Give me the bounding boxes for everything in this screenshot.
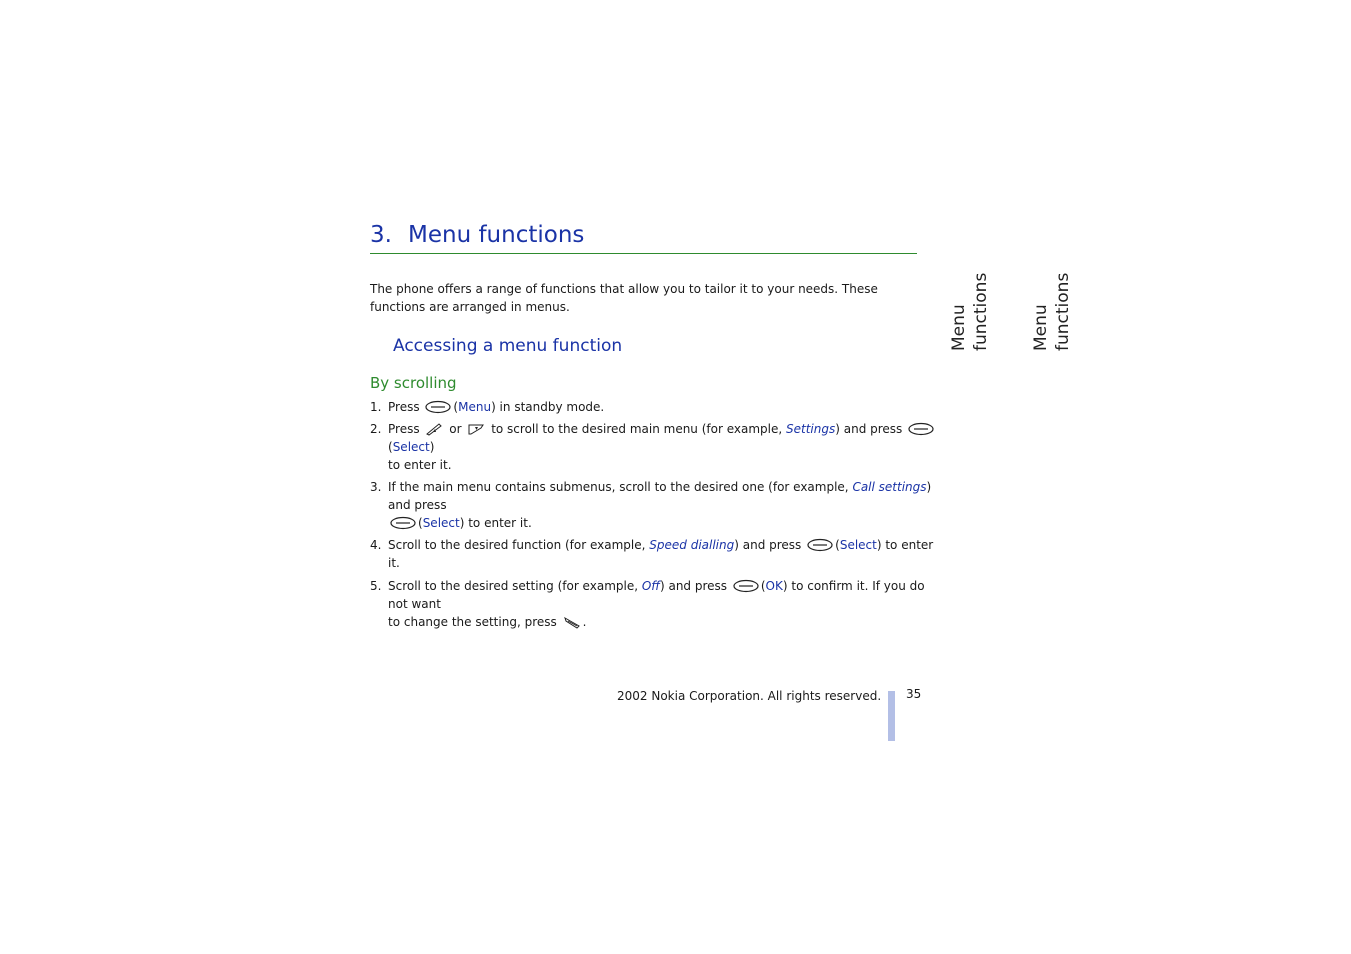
scroll-down-key-icon — [467, 422, 485, 436]
keyword: Select — [422, 516, 460, 530]
copyright-footer: 2002 Nokia Corporation. All rights reserved. — [617, 689, 882, 703]
selection-key-icon — [807, 538, 833, 552]
side-tab-label: Menu functions — [1031, 272, 1073, 351]
menu-item-name: Settings — [786, 422, 836, 436]
step-number: 2. — [370, 422, 382, 436]
step-number: 1. — [370, 400, 382, 414]
side-tab-label: Menu functions — [949, 272, 991, 351]
step-1: 1. Press (Menu) in standby mode. — [370, 400, 605, 414]
step-2: 2. Press or to scroll to the desired main menu (for example, Settings) and press (Select) to enter it. — [370, 420, 940, 474]
selection-key-icon — [733, 579, 759, 593]
step-number: 4. — [370, 538, 382, 552]
menu-item-name: Call settings — [852, 480, 927, 494]
step-5: 5. Scroll to the desired setting (for example, Off) and press (OK) to confirm it. If you do not want to change the setting, press . — [370, 579, 925, 629]
chapter-number: 3. — [370, 222, 392, 248]
keyword: Menu — [458, 400, 492, 414]
section-title: Accessing a menu function — [393, 336, 623, 356]
end-key-icon — [563, 615, 581, 629]
menu-item-name: Speed dialling — [649, 538, 735, 552]
chapter-title-text: Menu functions — [408, 222, 585, 248]
step-text: Press — [388, 400, 420, 414]
keyword: Select — [392, 440, 430, 454]
selection-key-icon — [425, 400, 451, 414]
selection-key-icon — [908, 422, 934, 436]
step-4: 4. Scroll to the desired function (for example, Speed dialling) and press (Select) to enter it. — [370, 538, 934, 570]
scroll-up-key-icon — [425, 422, 443, 436]
step-3: 3. If the main menu contains submenus, scroll to the desired one (for example, Call settings) and press (Select) to enter it. — [370, 480, 932, 530]
keyword: Select — [839, 538, 877, 552]
step-number: 3. — [370, 480, 382, 494]
menu-item-name: Off — [641, 579, 660, 593]
page-number: 35 — [906, 687, 922, 701]
step-number: 5. — [370, 579, 382, 593]
subsection-title: By scrolling — [370, 374, 457, 392]
intro-paragraph: The phone offers a range of functions that allow you to tailor it to your needs. These functions are arranged in menus. — [370, 282, 878, 314]
chapter-title — [370, 219, 917, 254]
footer-accent-bar — [888, 691, 895, 741]
selection-key-icon — [390, 516, 416, 530]
steps-list — [370, 398, 940, 631]
keyword: OK — [765, 579, 783, 593]
